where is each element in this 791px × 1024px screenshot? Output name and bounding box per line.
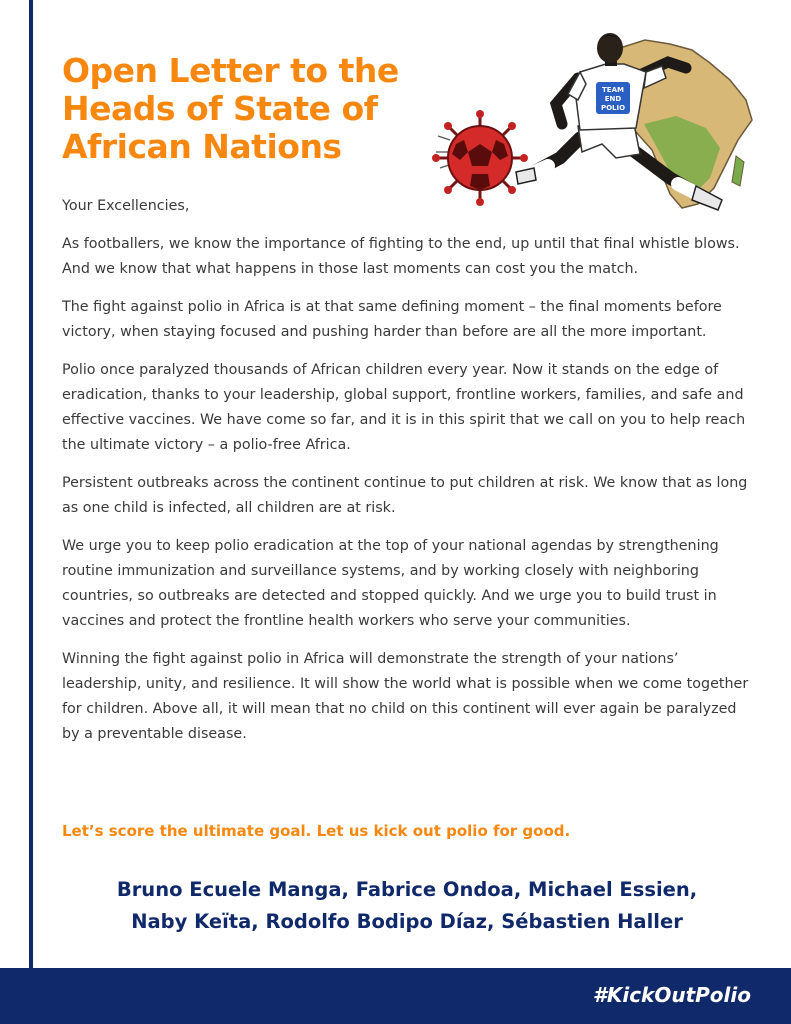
letter-paragraph: As footballers, we know the importance of fighting to the end, up until that final whistle blows. And we know that what happens in those last moments can cost you the match.	[62, 236, 740, 277]
signatory-line: Naby Keïta, Rodolfo Bodipo Díaz, Sébastien Haller	[131, 910, 683, 933]
title-line: Open Letter to the	[62, 51, 399, 90]
shirt-text-line: TEAM	[602, 86, 624, 94]
madagascar-shape	[732, 156, 744, 186]
title-line: African Nations	[62, 127, 342, 166]
hashtag: #KickOutPolio	[592, 983, 751, 1007]
shirt-text-line: END	[604, 95, 622, 103]
letter-paragraph: We urge you to keep polio eradication at the top of your national agendas by strengthening routine immunization and surveillance systems, and by working closely with neighboring countries, so outbreaks are detected and stopped quickly. And we urge you to build trust in vaccines and protect the frontline health workers who serve your communities.	[62, 538, 719, 629]
letter-paragraph: The fight against polio in Africa is at that same defining moment – the final moments before victory, when staying focused and pushing harder than before are all the more important.	[62, 299, 722, 340]
letter-paragraph: Persistent outbreaks across the continent continue to put children at risk. We know that as long as one child is infected, all children are at risk.	[62, 475, 748, 516]
left-accent-rule	[29, 0, 33, 968]
shirt-text-line: POLIO	[600, 104, 626, 112]
letter-body	[62, 194, 752, 760]
footer-bar	[0, 968, 791, 1024]
letter-paragraph: Polio once paralyzed thousands of African children every year. Now it stands on the edge of eradication, thanks to your leadership, global support, frontline workers, families, and safe and effective vaccines. We have come so far, and it is in this spirit that we call on you to help reach the ultimate victory – a polio-free Africa.	[62, 362, 746, 453]
call-to-action: Let’s score the ultimate goal. Let us kick out polio for good.	[62, 822, 571, 840]
signatories	[62, 874, 752, 938]
footballer-kicking-virus-illustration	[430, 28, 760, 218]
signatory-line: Bruno Ecuele Manga, Fabrice Ondoa, Michael Essien,	[116, 878, 698, 901]
salutation: Your Excellencies,	[62, 198, 190, 214]
letter-title	[62, 52, 442, 166]
title-line: Heads of State of	[62, 89, 378, 128]
virus-ball-icon	[432, 110, 528, 206]
letter-paragraph: Winning the fight against polio in Africa will demonstrate the strength of your nations’ leadership, unity, and resilience. It will show the world what is possible when we come together for children. Above all, it will mean that no child on this continent will ever again be paralyzed by a preventable disease.	[62, 651, 749, 742]
